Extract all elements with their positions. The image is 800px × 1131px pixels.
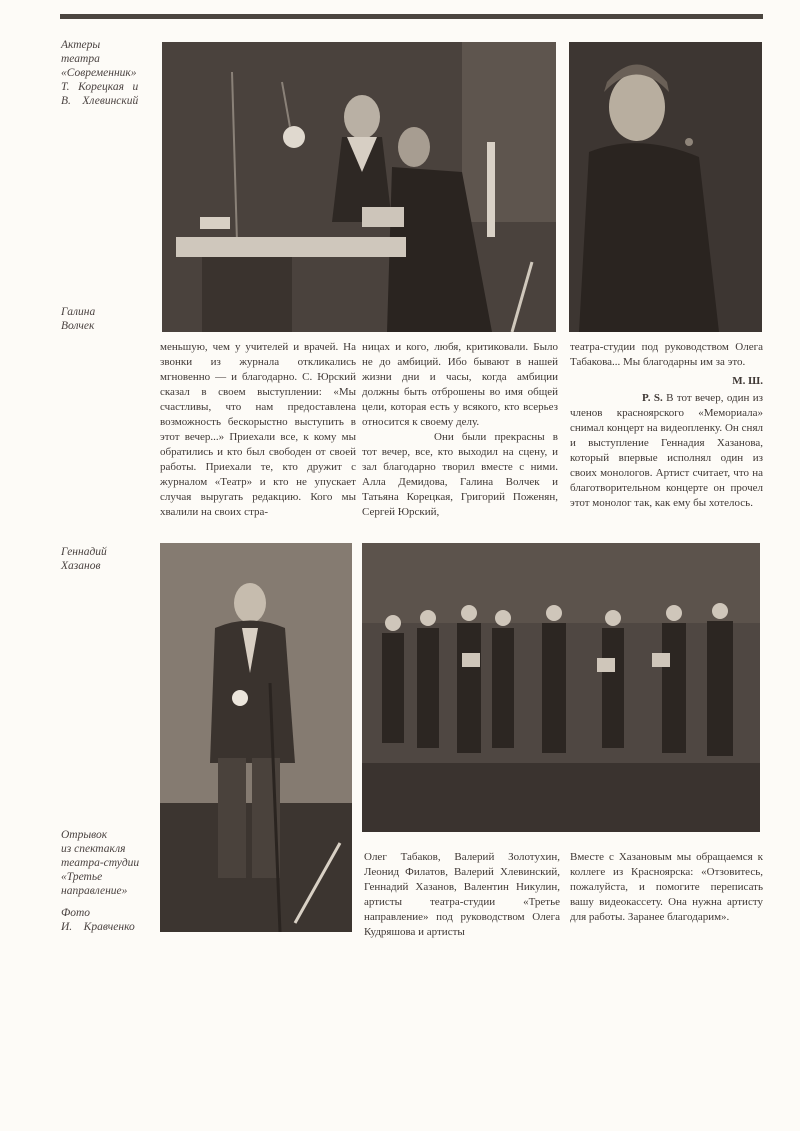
- caption-line: Хазанов: [61, 560, 101, 572]
- article-column-2: [362, 340, 558, 520]
- caption-line: Геннадий: [61, 546, 107, 558]
- caption-line: И. Кравченко: [61, 921, 135, 933]
- caption-line: «Современник»: [61, 67, 137, 79]
- article-paragraph: меньшую, чем у учителей и врачей. На звонки из журнала откликались мгновенно — и благодарно. С. Юрский сказал в своем выступлении: «Мы счастливы, что нам предоставлена возможность бескорыстно выступить в этот вечер...» Приехали все, к кому мы обратились и кто был свободен от своей работы. Приехали те, кто дружит с журналом «Театр» и кто не упускает случая выругать редакцию. Кого мы хвалили на своих стра-: [160, 341, 356, 518]
- article-column-3: [570, 340, 763, 511]
- photo-actors-on-stage: [162, 42, 556, 332]
- caption-line: Отрывок: [61, 829, 108, 841]
- author-signature: М. Ш.: [732, 375, 763, 387]
- caption-excerpt: [61, 828, 153, 898]
- caption-line: Актеры: [61, 39, 101, 51]
- caption-photo-credit: [61, 906, 153, 934]
- caption-line: театра-студии: [61, 857, 140, 869]
- caption-line: из спектакля: [61, 843, 126, 855]
- article-paragraph: театра-студии под руководством Олега Табакова... Мы благодарны им за это.: [570, 341, 763, 368]
- photo-ensemble-on-stage: [362, 543, 760, 832]
- ps-text: В тот вечер, один из членов красноярского «Мемориала» снимал концерт на видеопленку. Он снял и выступление Геннадия Хазанова, который впервые исполнял один из своих монологов. Артист считает, что на благотворительном концерте он прочел этот монолог так, как ему бы хотелось.: [570, 392, 763, 509]
- caption-volchek: [61, 305, 141, 333]
- article-column-4: [364, 850, 560, 940]
- caption-line: театра: [61, 53, 100, 65]
- caption-line: Т. Корецкая и: [61, 81, 139, 93]
- caption-khazanov: [61, 545, 141, 573]
- top-rule: [60, 14, 763, 19]
- caption-line: В. Хлевинский: [61, 95, 139, 107]
- ps-label: P. S.: [642, 392, 663, 404]
- photo-gennady-khazanov: [160, 543, 352, 932]
- caption-actors: [61, 38, 147, 108]
- photo-galina-volchek: [569, 42, 762, 332]
- article-paragraph: Олег Табаков, Валерий Золотухин, Леонид Филатов, Валерий Хлевинский, Геннадий Хазанов, Валентин Никулин, артисты театра-студии «Третье направление» под руководством Олега Кудряшова и артисты: [364, 851, 560, 938]
- caption-line: «Третье: [61, 871, 103, 883]
- caption-line: Фото: [61, 907, 91, 919]
- article-column-1: [160, 340, 356, 520]
- article-paragraph: ницах и кого, любя, критиковали. Было не до амбиций. Ибо бывают в нашей жизни дни и часы, когда амбиции должны быть отброшены во имя общей цели, которая есть у всякого, кто всерьез относится к своему делу.: [362, 341, 558, 428]
- article-paragraph: Они были прекрасны в тот вечер, все, кто выходил на сцену, и зал благодарно творил вместе с ними. Алла Демидова, Галина Волчек и Татьяна Корецкая, Григорий Поженян, Сергей Юрский,: [362, 431, 558, 518]
- caption-line: Волчек: [61, 320, 95, 332]
- article-column-5: [570, 850, 763, 925]
- article-paragraph: Вместе с Хазановым мы обращаемся к коллеге из Красноярска: «Отзовитесь, пожалуйста, и помогите переписать вашу видеокассету. Она нужна артисту для работы. Заранее благодарим».: [570, 851, 763, 923]
- caption-line: Галина: [61, 306, 96, 318]
- caption-line: направление»: [61, 885, 128, 897]
